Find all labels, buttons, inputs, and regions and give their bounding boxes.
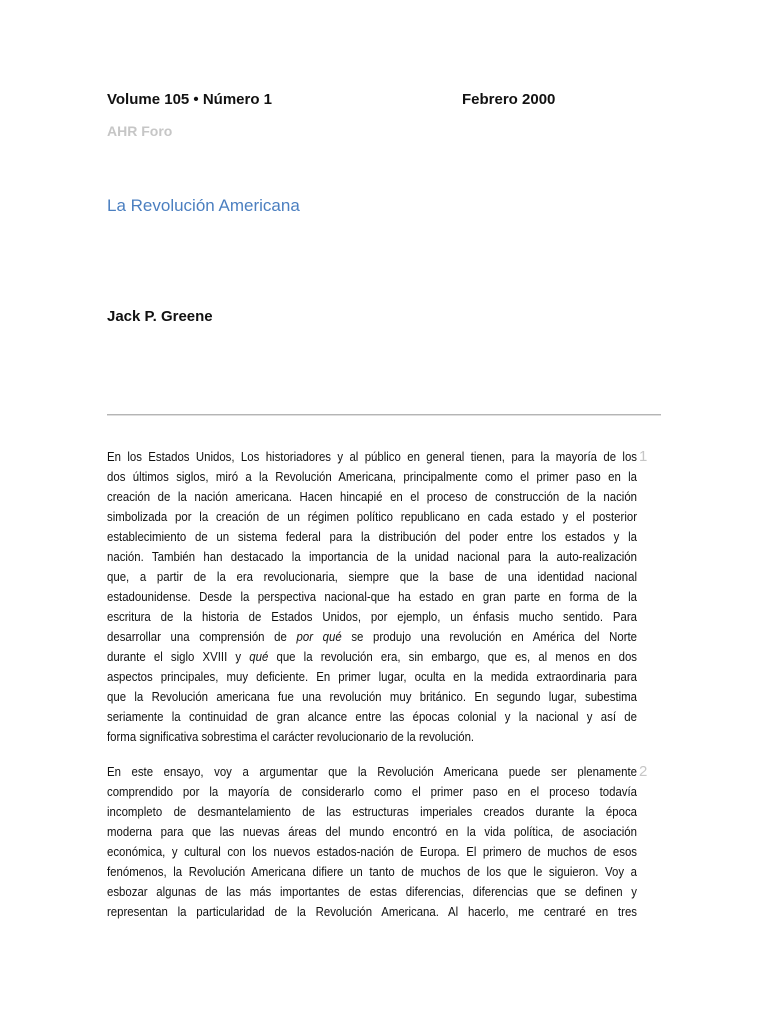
text-line: [107, 647, 637, 667]
text-segment: comprendido por la mayoría de considerarlo como el primer paso en el proceso todavía: [107, 784, 638, 799]
author-name: Jack P. Greene: [107, 308, 213, 325]
text-segment: esbozar algunas de las más importantes de estas diferencias, diferencias que se definen y: [107, 884, 638, 899]
text-line: [107, 902, 637, 922]
paragraph-number: 1: [639, 448, 648, 465]
paragraph: [0, 447, 768, 747]
text-segment: estadounidense. Desde la perspectiva nacional-que ha estado en gran parte en forma de la: [107, 589, 638, 604]
issue-number: Volume 105 • Número 1: [107, 91, 273, 108]
text-line: [107, 587, 637, 607]
text-line: [107, 607, 637, 627]
text-line: [107, 507, 637, 527]
section-divider: [107, 414, 661, 416]
text-segment: dos últimos siglos, miró a la Revolución Americana, principalmente como el primer paso en la: [107, 469, 638, 484]
text-segment: moderna para que las nuevas áreas del mundo encontró en la vida política, de asociación: [107, 824, 638, 839]
text-segment: económica, y cultural con los nuevos estados-nación de Europa. El primero de muchos de esos: [107, 844, 638, 859]
paragraph: [0, 762, 768, 922]
text-line: [107, 762, 637, 782]
text-line: [107, 782, 637, 802]
text-segment: que la Revolución americana fue una revolución muy británico. En segundo lugar, subestima: [107, 689, 638, 704]
text-line: [107, 842, 637, 862]
text-line: [107, 687, 637, 707]
paragraph-text: [107, 447, 637, 747]
issue-date: Febrero 2000: [462, 91, 556, 108]
text-line: [107, 862, 637, 882]
text-segment: forma significativa sobrestima el carácter revolucionario de la revolución.: [107, 729, 475, 744]
text-line: [107, 802, 637, 822]
text-segment: nación. También han destacado la importancia de la unidad nacional para la auto-realización: [107, 549, 638, 564]
text-line: [107, 627, 637, 647]
text-line: [107, 882, 637, 902]
text-segment: incompleto de desmantelamiento de las estructuras imperiales creados durante la época: [107, 804, 638, 819]
text-line: [107, 467, 637, 487]
text-segment: escritura de la historia de Estados Unidos, por ejemplo, un énfasis mucho sentido. Para: [107, 609, 638, 624]
text-segment: durante el siglo XVIII y: [107, 649, 250, 664]
text-segment: aspectos principales, muy deficiente. En primer lugar, oculta en la medida extraordinaria para: [107, 669, 638, 684]
text-segment: seriamente la continuidad de gran alcance entre las épocas colonial y la nacional y así de: [107, 709, 638, 724]
text-segment: desarrollar una comprensión de: [107, 629, 297, 644]
text-line: [107, 527, 637, 547]
text-line: [107, 822, 637, 842]
text-segment: En los Estados Unidos, Los historiadores y al público en general tienen, para la mayoría de los: [107, 449, 638, 464]
text-line: [107, 447, 637, 467]
italic-text: por qué: [296, 629, 342, 644]
text-segment: que la revolución era, sin embargo, que es, al menos en dos: [268, 649, 638, 664]
text-segment: establecimiento de un sistema federal para la distribución del poder entre los estados y la: [107, 529, 638, 544]
text-line: [107, 487, 637, 507]
text-line: [107, 567, 637, 587]
section-label: AHR Foro: [107, 123, 173, 139]
article-title: La Revolución Americana: [107, 196, 300, 215]
text-line: [107, 727, 637, 747]
italic-text: qué: [249, 649, 269, 664]
paragraph-number: 2: [639, 763, 648, 780]
text-segment: que, a partir de la era revolucionaria, siempre que la base de una identidad nacional: [107, 569, 638, 584]
text-segment: fenómenos, la Revolución Americana difiere un tanto de muchos de los que le siguieron. Voy a: [107, 864, 638, 879]
paragraph-text: [107, 762, 637, 922]
text-segment: se produjo una revolución en América del Norte: [341, 629, 638, 644]
text-segment: creación de la nación americana. Hacen hincapié en el proceso de construcción de la nación: [107, 489, 638, 504]
text-segment: simbolizada por la creación de un régimen político republicano en cada estado y el posterior: [107, 509, 638, 524]
text-line: [107, 707, 637, 727]
text-segment: representan la particularidad de la Revolución Americana. Al hacerlo, me centraré en tres: [107, 904, 638, 919]
text-line: [107, 667, 637, 687]
text-line: [107, 547, 637, 567]
text-segment: En este ensayo, voy a argumentar que la Revolución Americana puede ser plenamente: [107, 764, 638, 779]
